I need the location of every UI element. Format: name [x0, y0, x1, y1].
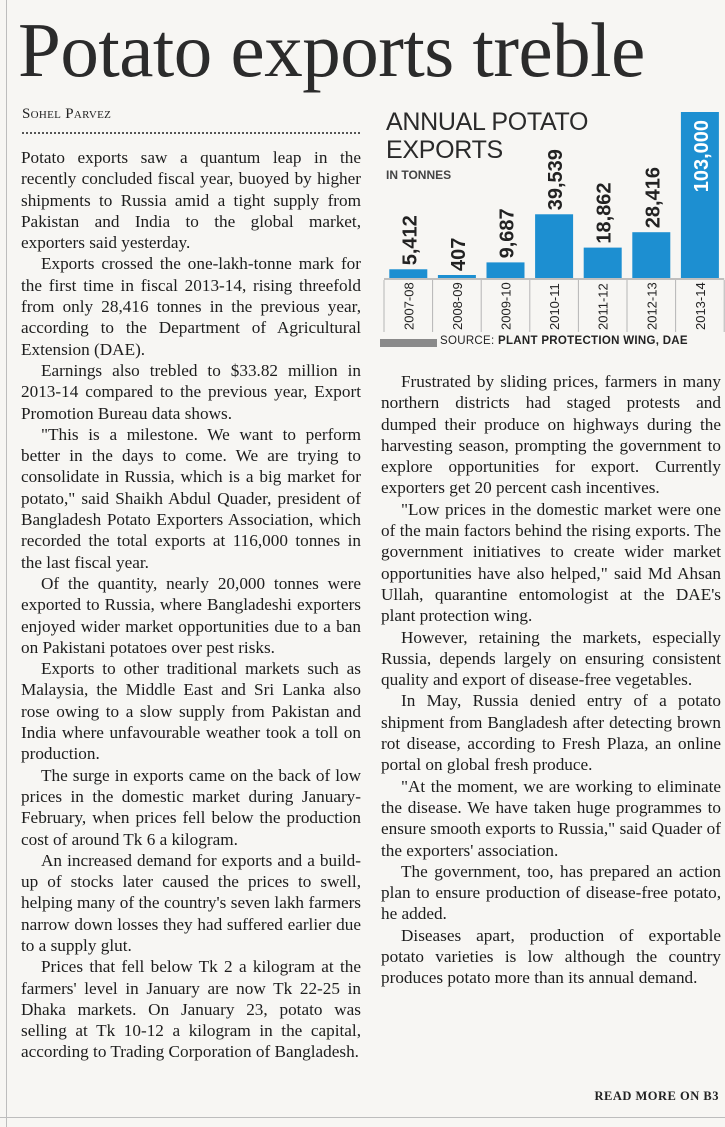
headline: Potato exports treble: [18, 7, 645, 93]
byline: Sohel Parvez: [22, 106, 112, 122]
tick-label-2010-11: 2010-11: [547, 283, 563, 330]
article-paragraph: Frustrated by sliding prices, farmers in many northern districts had staged protests and dumped their produce on highways during the harvesting season, prompting the government to explore opportunities for export. Currently exporters get 20 percent cash incentives.: [381, 372, 721, 498]
chart-source: [440, 335, 688, 347]
tick-label-2012-13: 2012-13: [644, 282, 660, 330]
bar-2007-08: [389, 269, 427, 278]
data-label-2008-09: 407: [447, 237, 470, 271]
article-paragraph: Earnings also trebled to $33.82 million in 2013-14 compared to the previous year, Export Promotion Bureau data shows.: [21, 360, 361, 423]
tick-label-2007-08: 2007-08: [401, 282, 417, 330]
data-label-2011-12: 18,862: [593, 182, 616, 244]
article-paragraph: Diseases apart, production of exportable potato varieties is low although the country produces potato more than its annual demand.: [381, 925, 721, 988]
data-label-2013-14: 103,000: [690, 120, 713, 193]
article-paragraph: Exports to other traditional markets such as Malaysia, the Middle East and Sri Lanka also rose owing to a slow supply from Pakistan and India where unfavourable weather took a toll on production.: [21, 659, 361, 764]
source-prefix: SOURCE:: [440, 335, 495, 347]
article-paragraph: Exports crossed the one-lakh-tonne mark for the first time in fiscal 2013-14, rising threefold from only 28,416 tonnes in the previous year, according to the Department of Agricultural Extension (DAE).: [21, 254, 361, 359]
article-paragraph: The surge in exports came on the back of low prices in the domestic market during January-February, when prices fell below the production cost of around Tk 6 a kilogram.: [21, 765, 361, 849]
article-paragraph: Of the quantity, nearly 20,000 tonnes were exported to Russia, where Bangladeshi exporters enjoyed wider market opportunities due to a ban on Pakistani potatoes over pest risks.: [21, 573, 361, 657]
left-column: [21, 147, 361, 1063]
article-paragraph: Potato exports saw a quantum leap in the recently concluded fiscal year, buoyed by higher shipments to Russia amid a tight supply from Pakistan and India to the global market, exporters said yesterday.: [21, 148, 361, 253]
article-paragraph: "This is a milestone. We want to perform better in the days to come. We are trying to consolidate in Russia, which is a big market for potato," said Shaikh Abdul Quader, president of Bangladesh Potato Exporters Association, which recorded the total exports at 116,000 tonnes in the last fiscal year.: [21, 424, 361, 572]
chart-plot: [380, 100, 725, 335]
chart-title: ANNUAL POTATO EXPORTS: [386, 108, 589, 164]
article-paragraph: The government, too, has prepared an action plan to ensure production of disease-free potato, he added.: [381, 861, 721, 924]
article-paragraph: "At the moment, we are working to eliminate the disease. We have taken huge programmes to ensure smooth exports to Russia," said Quader of the exporters' association.: [381, 776, 721, 860]
article-paragraph: Prices that fell below Tk 2 a kilogram at the farmers' level in January are now Tk 22-25 in Dhaka markets. On January 23, potato was selling at Tk 10-12 a kilogram in the capital, according to Trading Corporation of Bangladesh.: [21, 957, 361, 1062]
tick-label-2011-12: 2011-12: [595, 283, 611, 330]
tick-label-2013-14: 2013-14: [692, 282, 708, 330]
tick-label-2009-10: 2009-10: [498, 282, 514, 330]
article-paragraph: In May, Russia denied entry of a potato shipment from Bangladesh after detecting brown rot disease, according to Fresh Plaza, an online portal on global fresh produce.: [381, 691, 721, 775]
bottom-rule: [0, 1117, 725, 1118]
data-label-2007-08: 5,412: [399, 215, 422, 266]
byline-divider: [22, 132, 360, 134]
data-label-2012-13: 28,416: [642, 167, 665, 229]
read-more-link[interactable]: READ MORE ON B3: [594, 1089, 719, 1103]
data-label-2010-11: 39,539: [545, 149, 568, 211]
article-paragraph: An increased demand for exports and a build-up of stocks later caused the prices to swell, helping many of the country's seven lakh farmers narrow down losses they had suffered earlier due to a supply glut.: [21, 850, 361, 955]
bar-2012-13: [632, 232, 670, 278]
article-paragraph: However, retaining the markets, especially Russia, depends largely on ensuring consistent quality and export of disease-free vegetables.: [381, 627, 721, 690]
source-name: PLANT PROTECTION WING, DAE: [498, 335, 688, 347]
chart: [380, 100, 725, 355]
chart-units: IN TONNES: [386, 168, 452, 182]
tick-label-2008-09: 2008-09: [449, 282, 465, 330]
right-column: [381, 371, 721, 989]
bar-2011-12: [584, 248, 622, 278]
bar-2009-10: [487, 262, 525, 278]
data-label-2009-10: 9,687: [496, 208, 519, 259]
bar-2010-11: [535, 214, 573, 278]
article-paragraph: "Low prices in the domestic market were one of the main factors behind the rising exports. The government initiatives to create wider market opportunities have also helped," said Md Ahsan Ullah, quarantine entomologist at the DAE's plant protection wing.: [381, 499, 721, 626]
bar-2008-09: [438, 275, 476, 278]
left-column-rule: [6, 0, 7, 1127]
source-bar: [380, 339, 437, 347]
